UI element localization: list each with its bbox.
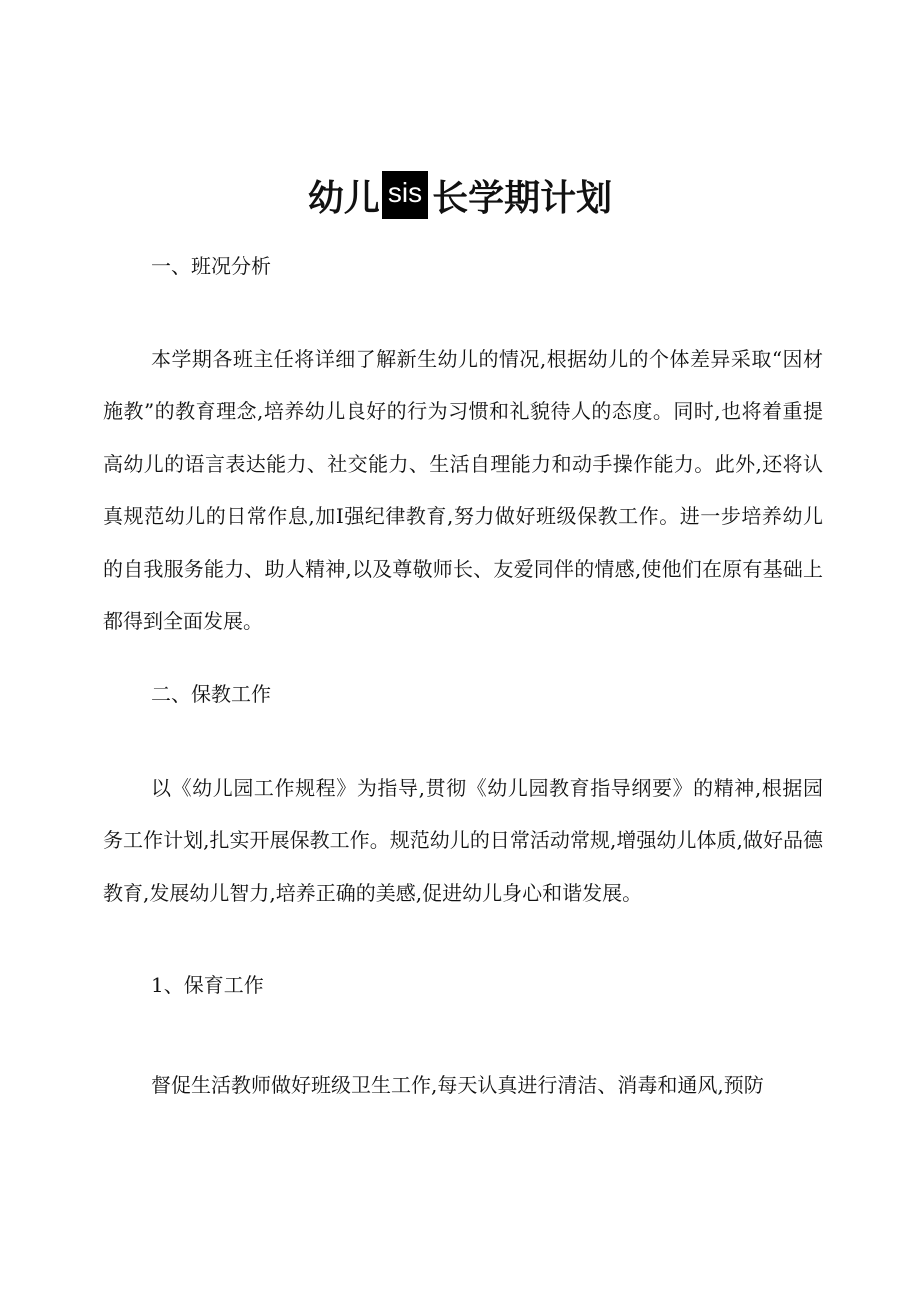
paragraph-class-analysis: 本学期各班主任将详细了解新生幼儿的情况,根据幼儿的个体差异采取“因材施教”的教育理念,培养幼儿良好的行为习惯和礼貌待人的态度。同时,也将着重提高幼儿的语言表达能力、社交能力、生活自理能力和动手操作能力。此外,还将认真规范幼儿的日常作息,加I强纪律教育,努力做好班级保教工作。进一步培养幼儿的自我服务能力、助人精神,以及尊敬师长、友爱同伴的情感,使他们在原有基础上都得到全面发展。	[103, 347, 823, 634]
section-heading-care-education: 二、保教工作	[151, 682, 271, 706]
document-title	[0, 170, 920, 227]
title-boxed-fragment: sis	[382, 171, 428, 219]
paragraph-nursing-work: 督促生活教师做好班级卫生工作,每天认真进行清洁、消毒和通风,预防	[151, 1073, 764, 1097]
title-text-end: 长学期计划	[432, 178, 613, 219]
title-text-start: 幼儿	[307, 178, 380, 219]
paragraph-care-education: 以《幼儿园工作规程》为指导,贯彻《幼儿园教育指导纲要》的精神,根据园务工作计划,扎实开展保教工作。规范幼儿的日常活动常规,增强幼儿体质,做好品德教育,发展幼儿智力,培养正确的美感,促进幼儿身心和谐发展。	[103, 776, 823, 905]
section-heading-class-analysis: 一、班况分析	[151, 254, 271, 278]
section-heading-nursing-work: 1、保育工作	[151, 973, 264, 997]
